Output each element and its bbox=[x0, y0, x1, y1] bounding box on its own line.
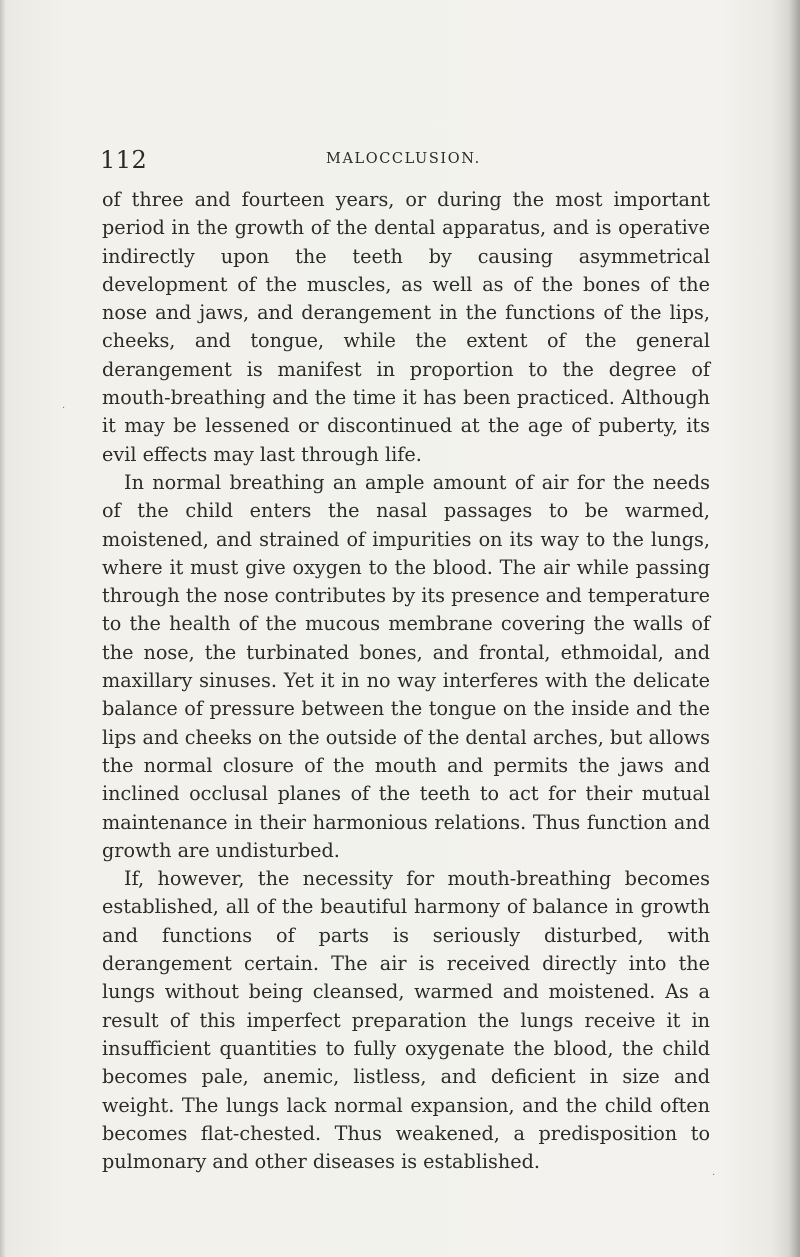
page-number: 112 bbox=[100, 146, 148, 174]
page-header bbox=[100, 142, 710, 176]
margin-speck: ‧ bbox=[712, 1170, 716, 1181]
body-text bbox=[102, 186, 710, 1176]
page-left-edge bbox=[0, 0, 6, 1257]
paragraph-mouth-breathing: If, however, the necessity for mouth-breathing becomes established, all of the beautiful harmony of balance in growth and functions of parts is seriously disturbed, with derangement certain. The air is received directly into the lungs without being cleansed, warmed and moistened. As a result of this imperfect preparation the lungs receive it in insufficient quantities to fully oxygenate the blood, the child becomes pale, anemic, listless, and deficient in size and weight. The lungs lack normal expansion, and the child often becomes flat-chested. Thus weakened, a predisposition to pulmonary and other diseases is established. bbox=[102, 867, 710, 1174]
paragraph-normal-breathing: In normal breathing an ample amount of air for the needs of the child enters the nasal passages to be warmed, moistened, and strained of impurities on its way to the lungs, where it must give oxygen to the blood. The air while passing through the nose contributes by its presence and temperature to the health of the mucous membrane covering the walls of the nose, the turbinated bones, and frontal, ethmoidal, and maxillary sinuses. Yet it in no way interferes with the delicate balance of pressure between the tongue on the inside and the lips and cheeks on the outside of the dental arches, but allows the normal closure of the mouth and permits the jaws and inclined occlusal planes of the teeth to act for their mutual maintenance in their harmonious relations. Thus function and growth are undisturbed. bbox=[102, 470, 710, 862]
running-head: MALOCCLUSION. bbox=[326, 151, 481, 167]
paragraph-continued: of three and fourteen years, or during the most important period in the growth of the dental apparatus, and is operative indirectly upon the teeth by causing asymmetrical development of the muscles, as well as of the bones of the nose and jaws, and derangement in the functions of the lips, cheeks, and tongue, while the extent of the general derangement is manifest in proportion to the degree of mouth-breathing and the time it has been practiced. Although it may be lessened or discontinued at the age of puberty, its evil effects may last through life. bbox=[102, 188, 710, 466]
margin-speck: ‧ bbox=[62, 403, 66, 414]
page-spine-shadow bbox=[772, 0, 800, 1257]
